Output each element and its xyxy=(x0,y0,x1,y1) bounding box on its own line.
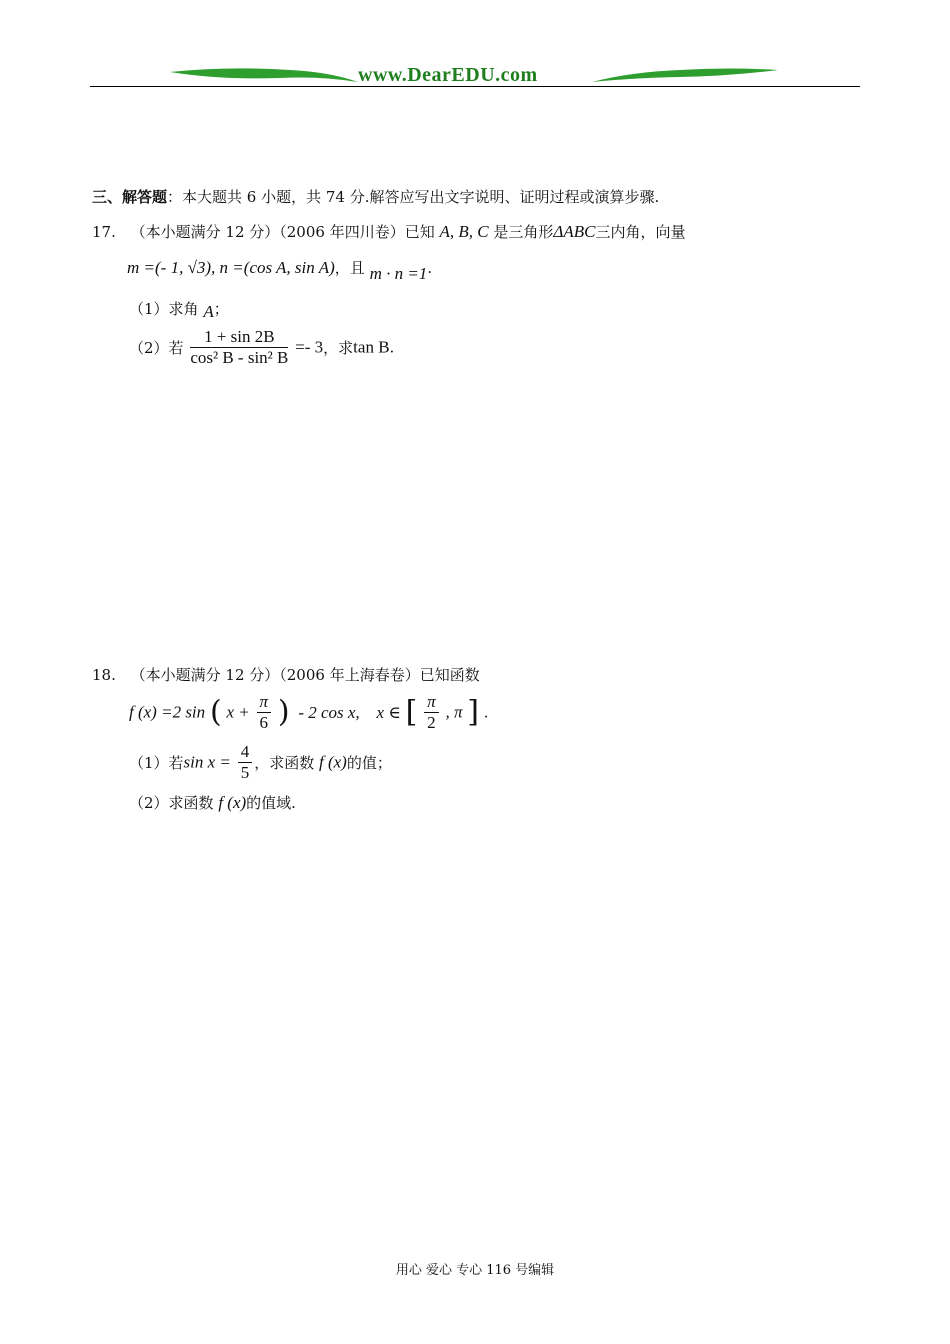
q17-p2-target: tan B xyxy=(353,337,390,357)
q18-paren-close: ) xyxy=(277,694,290,730)
q18-p1-sin: sin x = xyxy=(183,752,231,772)
q17-vectors: m =(- 1, √3), n =(cos A, sin A) xyxy=(127,258,335,277)
q17-line1 xyxy=(92,221,686,242)
q18-line1 xyxy=(92,664,480,685)
site-logo-text: www.DearEDU.com xyxy=(358,64,538,86)
q18-p1-label: （1）若 xyxy=(129,754,184,772)
header-swoosh-right xyxy=(590,62,780,88)
q17-p2-eq: =- 3 xyxy=(295,337,324,357)
q18-p2-end: 的值域. xyxy=(246,794,296,812)
q18-bracket-open: [ xyxy=(405,694,418,730)
q17-dot-product: m · n =1 xyxy=(369,264,428,283)
section-heading xyxy=(92,186,659,207)
q18-f-rest: - 2 cos x, xyxy=(298,702,360,722)
q18-bracket-close: ] xyxy=(467,694,479,730)
q18-pi-over-6 xyxy=(257,692,272,733)
q18-pi-over-2 xyxy=(424,692,439,733)
q18-p2-label: （2）求函数 xyxy=(129,794,214,812)
q18-domain-x: x ∈ xyxy=(376,702,401,722)
q17-dot-end: . xyxy=(427,259,433,277)
q17-p2-end: . xyxy=(389,338,395,357)
q18-pi2-num: π xyxy=(424,692,439,713)
q17-and: ，且 xyxy=(334,259,365,277)
q17-part2 xyxy=(129,327,394,368)
q17-p2-fraction xyxy=(190,327,288,368)
q18-intro: （本小题满分 12 分）（2006 年上海春卷）已知函数 xyxy=(130,666,480,684)
q17-p1-var: A xyxy=(203,302,214,321)
q17-p2-label: （2）若 xyxy=(129,339,184,357)
q17-triangle: ΔABC xyxy=(553,222,596,241)
q18-two-den: 2 xyxy=(427,713,436,732)
q18-pi-end: , π xyxy=(445,702,463,722)
q17-line2 xyxy=(127,257,433,283)
q18-paren-open: ( xyxy=(209,694,222,730)
q18-p1-den: 5 xyxy=(240,763,250,782)
q17-is-angles: 是三角形 xyxy=(493,223,554,241)
section-label: 三、解答题 xyxy=(92,188,168,206)
q17-number: 17. xyxy=(92,223,116,241)
q17-part1 xyxy=(129,298,229,319)
q18-f-end: . xyxy=(483,703,489,722)
q18-p1-num: 4 xyxy=(238,742,253,763)
q18-part1 xyxy=(129,742,392,783)
q18-p1-end: 的值； xyxy=(346,754,392,772)
page-footer: 用心 爱心 专心 116 号编辑 xyxy=(395,1263,555,1278)
q17-p1-label: （1）求角 xyxy=(129,300,199,318)
q17-abc: A, B, C xyxy=(439,222,489,241)
q17-p2-denominator: cos² B - sin² B xyxy=(190,348,289,367)
q18-part2 xyxy=(129,792,296,813)
q18-pi-num: π xyxy=(257,692,272,713)
q18-number: 18. xyxy=(92,666,116,684)
q17-p2-ask: ，求 xyxy=(323,339,354,357)
q18-p1-ask: ，求函数 xyxy=(254,754,315,772)
q18-six-den: 6 xyxy=(259,713,269,732)
q17-intro: （本小题满分 12 分）（2006 年四川卷）已知 xyxy=(130,223,435,241)
q17-p1-end: ； xyxy=(213,300,229,318)
q18-p2-f: f (x) xyxy=(218,793,247,812)
q17-tail: 三内角，向量 xyxy=(595,223,686,241)
q17-p2-numerator: 1 + sin 2B xyxy=(190,327,288,348)
q18-f-lhs: f (x) =2 sin xyxy=(129,702,206,722)
header-rule xyxy=(90,86,860,87)
q18-function-def xyxy=(129,692,489,738)
section-description: ：本大题共 6 小题，共 74 分.解答应写出文字说明、证明过程或演算步骤. xyxy=(167,188,660,206)
header-banner xyxy=(170,62,780,88)
header-swoosh-left xyxy=(170,62,360,88)
q18-f-x: x + xyxy=(226,702,250,722)
q18-p1-f: f (x) xyxy=(318,752,347,772)
q18-p1-fraction xyxy=(238,742,253,783)
